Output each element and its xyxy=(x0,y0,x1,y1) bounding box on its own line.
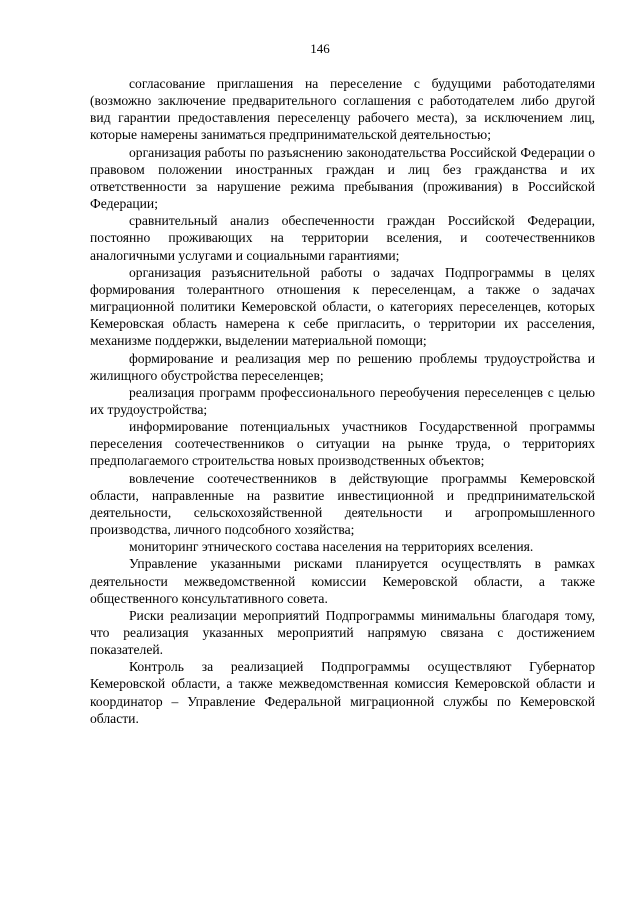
paragraph: вовлечение соотечественников в действующие программы Кемеровской области, направленные на развитие инвестиционной и предпринимательской деятельности, сельскохозяйственной деятельности и агропромышленного производства, личного подсобного хозяйства; xyxy=(90,470,595,538)
paragraph: сравнительный анализ обеспеченности граждан Российской Федерации, постоянно проживающих на территории вселения, и соотечественников аналогичными услугами и социальными гарантиями; xyxy=(90,213,595,263)
page-number: 146 xyxy=(310,41,330,56)
paragraph: формирование и реализация мер по решению проблемы трудоустройства и жилищного обустройства переселенцев; xyxy=(90,350,595,383)
paragraph: организация разъяснительной работы о задачах Подпрограммы в целях формирования толерантного отношения к переселенцам, а также о задачах миграционной политики Кемеровской области, о категориях переселенцев, которых Кемеровская область намерена к себе пригласить, о территории их расселения, механизме поддержки, выделении материальной помощи; xyxy=(90,264,595,349)
paragraph: реализация программ профессионального переобучения переселенцев с целью их трудоустройства; xyxy=(90,384,595,417)
paragraph: организация работы по разъяснению законодательства Российской Федерации о правовом положении иностранных граждан и лиц без гражданства и их ответственности за нарушение режима пребывания (проживания) в Российской Федерации; xyxy=(90,144,595,212)
document-body xyxy=(90,75,595,727)
paragraph: информирование потенциальных участников Государственной программы переселения соотечественников о ситуации на рынке труда, о территориях предполагаемого строительства новых производственных объектов; xyxy=(90,419,595,469)
paragraph: Контроль за реализацией Подпрограммы осуществляют Губернатор Кемеровской области, а также межведомственная комиссия Кемеровской области и координатор – Управление Федеральной миграционной службы по Кемеровской области. xyxy=(90,659,595,726)
paragraph: мониторинг этнического состава населения на территориях вселения. xyxy=(129,539,534,555)
paragraph: Риски реализации мероприятий Подпрограммы минимальны благодаря тому, что реализация указанных мероприятий напрямую связана с достижением показателей. xyxy=(90,607,595,658)
paragraph: Управление указанными рисками планируется осуществлять в рамках деятельности межведомственной комиссии Кемеровской области, а также общественного консультативного совета. xyxy=(90,556,595,606)
paragraph: согласование приглашения на переселение с будущими работодателями (возможно заключение предварительного соглашения с работодателем либо другой вид гарантии предоставления переселенцу рабочего места), за исключением лиц, которые намерены заниматься предпринимательской деятельностью; xyxy=(90,76,595,143)
